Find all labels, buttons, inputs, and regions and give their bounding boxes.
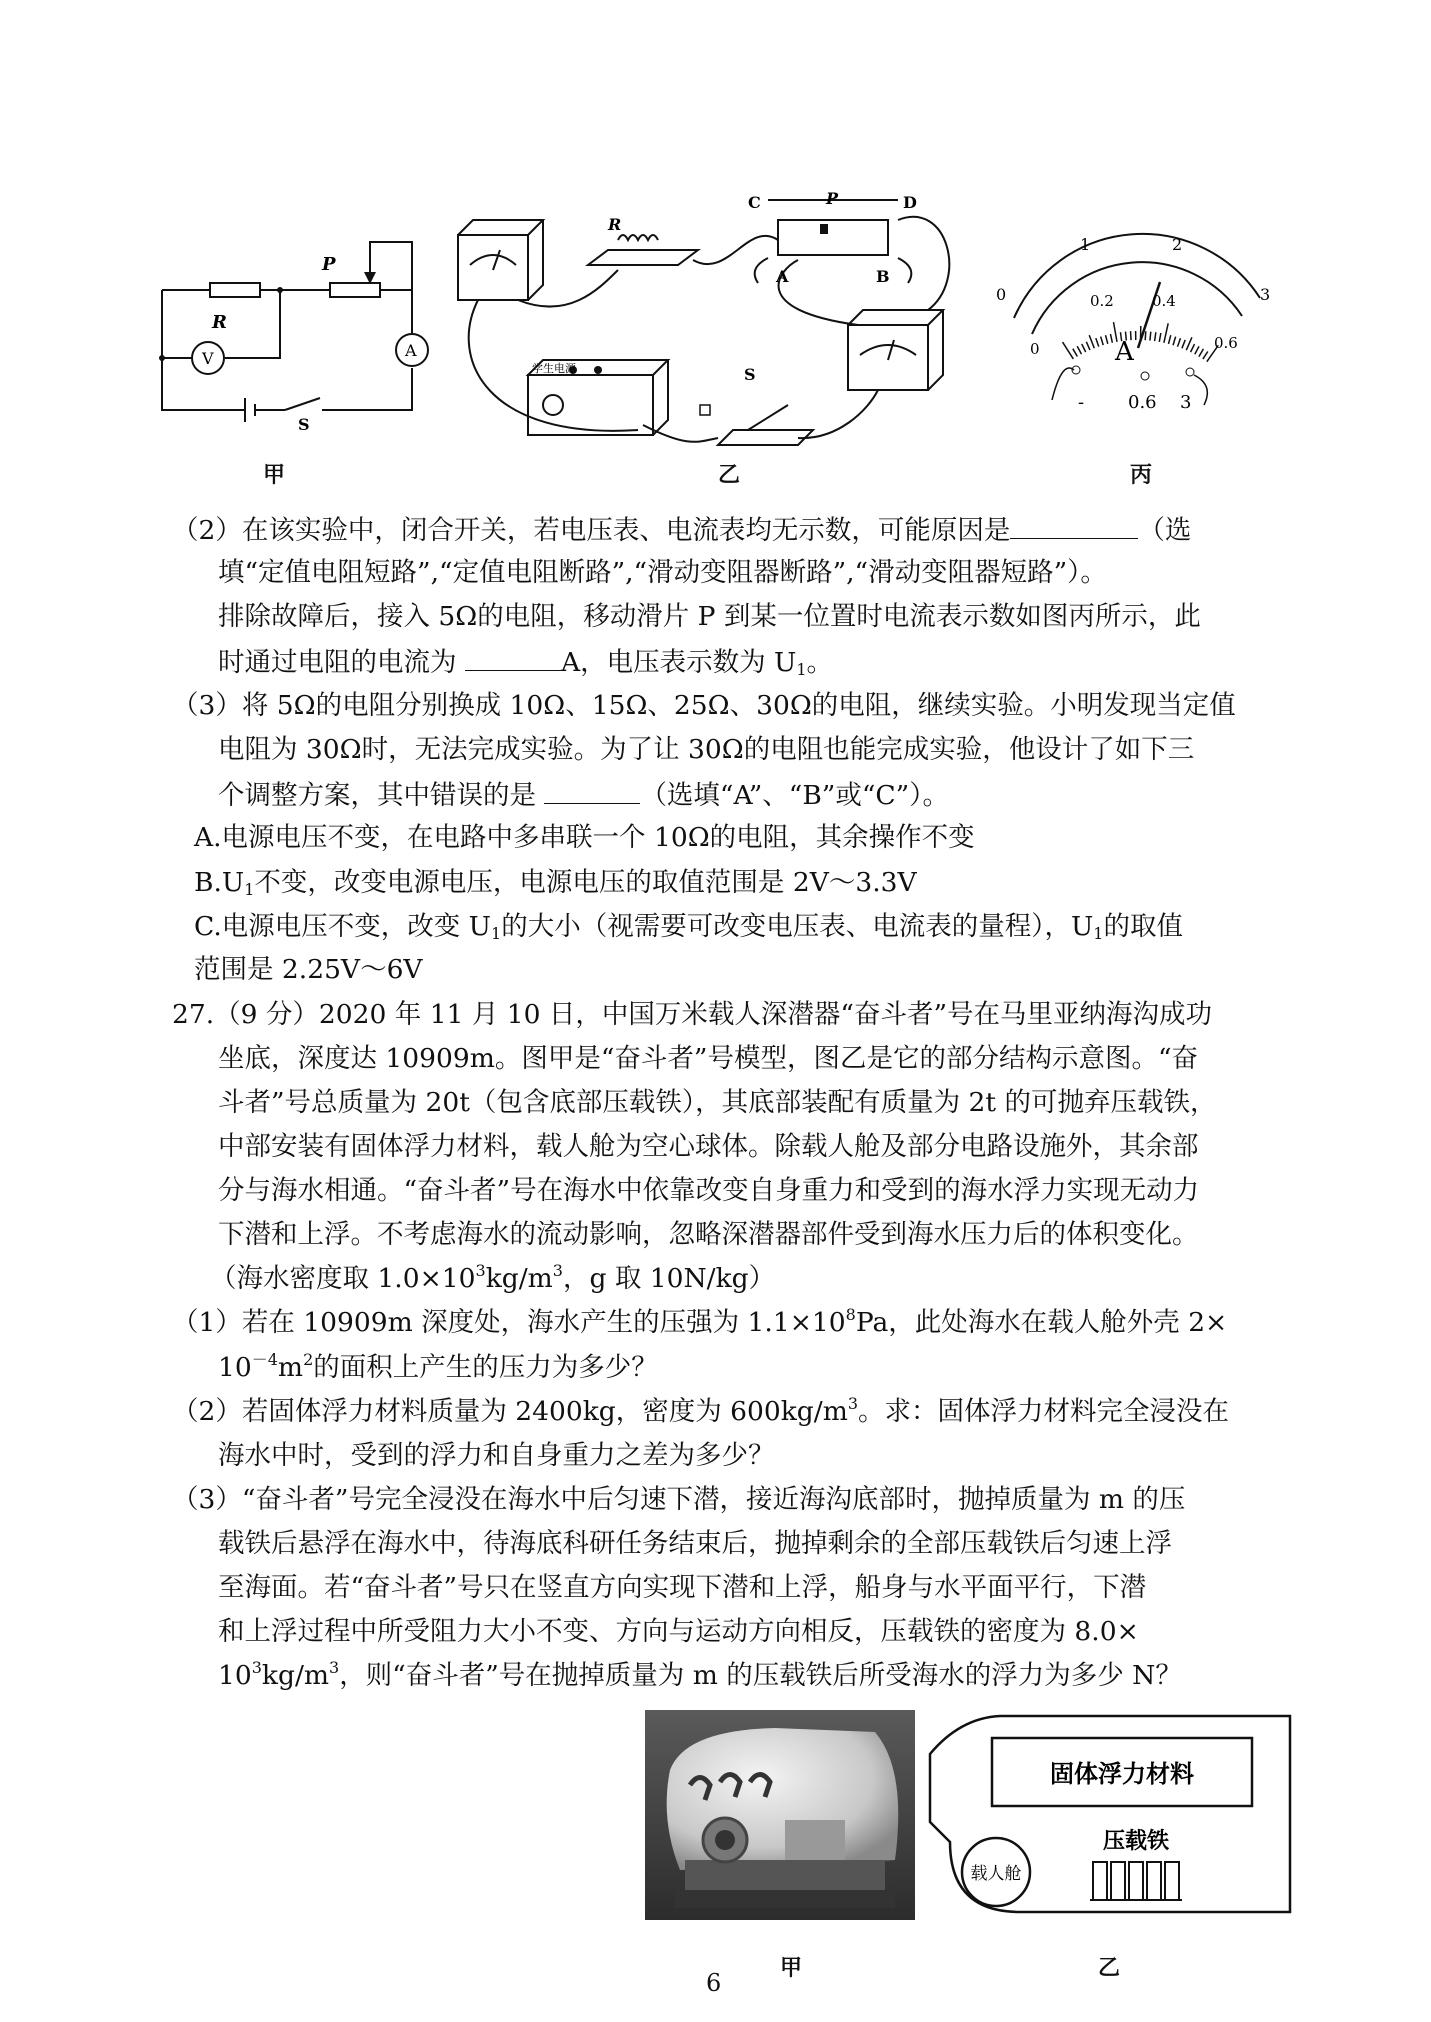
- q3-line-1: （3）将 5Ω的电阻分别换成 10Ω、15Ω、25Ω、30Ω的电阻，继续实验。小明发现当定值: [172, 690, 1236, 721]
- dial-tick: [1182, 340, 1185, 348]
- q2-sub: 1: [796, 660, 807, 679]
- q27-part3-line-1: （3）“奋斗者”号完全浸没在海水中后匀速下潜，接近海沟底部时，抛掉质量为 m 的压: [172, 1484, 1186, 1515]
- dial-tick: [1168, 335, 1170, 344]
- q3-optc-1: C.电源电压不变，改变 U: [194, 911, 492, 942]
- label-P-yi: P: [826, 189, 839, 208]
- dial-top-1: 1: [1080, 235, 1091, 254]
- label-A: A: [405, 341, 417, 360]
- label-psu: 学生电源: [532, 362, 576, 375]
- answer-blank-2[interactable]: [465, 644, 561, 671]
- q27-part2-line-2: 海水中时，受到的浮力和自身重力之差为多少？: [218, 1440, 775, 1471]
- dial-tick: [1063, 342, 1074, 359]
- q27-part3-line-2: 载铁后悬浮在海水中，待海底科研任务结束后，抛掉剩余的全部压载铁后匀速上浮: [218, 1528, 1172, 1559]
- page-number: 6: [706, 1969, 722, 1997]
- q2-text-1a: （2）在该实验中，闭合开关，若电压表、电流表均无示数，可能原因是: [172, 515, 1011, 546]
- q27-line-1: 27.（9 分）2020 年 11 月 10 日，中国万米载人深潜器“奋斗者”号在马里亚纳海沟成功: [172, 999, 1213, 1030]
- dial-top-3: 3: [1260, 285, 1271, 304]
- label-B: B: [876, 267, 890, 286]
- dial-bottom-0.4: 0.4: [1152, 292, 1176, 310]
- q27-part3-line-4: 和上浮过程中所受阻力大小不变、方向与运动方向相反，压载铁的密度为 8.0×: [218, 1616, 1139, 1647]
- q3-option-c-cont: 范围是 2.25V～6V: [194, 954, 423, 985]
- figure-bing-ammeter: [990, 230, 1290, 430]
- q2-text-4b: A，电压表示数为 U: [560, 647, 797, 678]
- q27-line-4: 中部安装有固体浮力材料，载人舱为空心球体。除载人舱及部分电路设施外，其余部: [218, 1131, 1199, 1162]
- dial-bottom-0.2: 0.2: [1090, 292, 1114, 310]
- dial-tick: [1073, 349, 1078, 357]
- caption-jia: 甲: [263, 463, 286, 488]
- caption-bing: 丙: [1130, 463, 1153, 488]
- q27-p1b: Pa，此处海水在载人舱外壳 2×: [855, 1307, 1228, 1338]
- q2-text-1b: （选: [1138, 515, 1192, 546]
- q27-l7a: （海水密度取 1.0×10: [210, 1263, 476, 1294]
- caption-bottom-jia: 甲: [780, 1956, 803, 1981]
- dial-tick: [1096, 338, 1099, 347]
- q27-part3-line-3: 至海面。若“奋斗者”号只在竖直方向实现下潜和上浮，船身与水平面平行，下潜: [218, 1572, 1147, 1603]
- q3-text-3b: （选填“A”、“B”或“C”）。: [640, 780, 949, 811]
- q2-line-2: 填“定值电阻短路”,“定值电阻断路”,“滑动变阻器断路”,“滑动变阻器短路”）。: [218, 557, 1107, 588]
- label-D: D: [903, 193, 917, 212]
- q27-p3sup2: 3: [329, 1658, 340, 1677]
- q27-p3g: ，则“奋斗者”号在抛掉质量为 m 的压载铁后所受海水的浮力为多少 N？: [339, 1660, 1182, 1691]
- structure-diagram: [920, 1712, 1300, 1922]
- terminal-0.6: 0.6: [1128, 392, 1157, 413]
- figure-yi-apparatus: [448, 180, 978, 450]
- q27-line-5: 分与海水相通。“奋斗者”号在海水中依靠改变自身重力和受到的海水浮力实现无动力: [218, 1175, 1200, 1206]
- q27-line-6: 下潜和上浮。不考虑海水的流动影响，忽略深潜器部件受到海水压力后的体积变化。: [218, 1219, 1199, 1250]
- q27-p1d: m: [277, 1352, 304, 1383]
- dial-tick: [1101, 337, 1104, 346]
- q27-l7c: ，g 取 10N/kg）: [562, 1263, 776, 1294]
- q27-l7b: kg/m: [485, 1263, 553, 1294]
- dial-top-2: 2: [1172, 235, 1183, 254]
- dial-unit: A: [1115, 337, 1134, 367]
- dial-tick: [1110, 334, 1112, 343]
- dial-tick: [1203, 351, 1208, 359]
- q27-part1-line-1: [172, 1306, 1227, 1340]
- q27-p2b: 。求：固体浮力材料完全浸没在: [858, 1396, 1230, 1427]
- q27-part1-line-2: [218, 1351, 658, 1385]
- q3-optc-3: 的取值: [1103, 911, 1183, 942]
- q3-optc-sub1: 1: [491, 924, 502, 943]
- label-S: S: [298, 415, 310, 430]
- q27-part2-line-1: [172, 1395, 1229, 1429]
- dial-tick: [1145, 331, 1146, 340]
- dial-tick: [1086, 342, 1090, 350]
- terminal-3: 3: [1180, 392, 1192, 413]
- dial-tick: [1106, 335, 1108, 344]
- q27-l7sup2: 3: [552, 1261, 563, 1280]
- q3-optb-1: B.U: [194, 867, 245, 898]
- dial-bottom-0: 0: [1030, 340, 1040, 358]
- q27-p1sup3: 2: [303, 1350, 314, 1369]
- caption-yi: 乙: [718, 463, 741, 488]
- dial-tick: [1077, 346, 1081, 354]
- q3-text-3a: 个调整方案，其中错误的是: [218, 780, 536, 811]
- dial-tick: [1186, 337, 1192, 350]
- terminal-minus: -: [1078, 392, 1085, 413]
- q3-option-c: [194, 910, 1183, 944]
- q3-option-b: [194, 866, 917, 900]
- q27-line-3: 斗者”号总质量为 20t（包含底部压载铁），其底部装配有质量为 2t 的可抛弃压载铁，: [218, 1087, 1217, 1118]
- answer-blank-3[interactable]: [544, 777, 640, 804]
- dial-tick: [1089, 335, 1094, 348]
- dial-tick: [1164, 323, 1168, 343]
- answer-blank-1[interactable]: [1010, 512, 1138, 539]
- q27-l7sup1: 3: [475, 1261, 486, 1280]
- label-ballast: 压载铁: [1102, 1829, 1170, 1854]
- dial-tick: [1150, 332, 1151, 341]
- label-V: V: [202, 349, 214, 368]
- label-R-yi: R: [608, 215, 622, 234]
- dial-top-0: 0: [996, 285, 1007, 304]
- dial-bottom-0.6: 0.6: [1214, 334, 1238, 352]
- dial-tick: [1178, 338, 1181, 346]
- dial-tick: [1191, 344, 1195, 352]
- dial-tick: [1082, 344, 1086, 352]
- q27-p1e: 的面积上产生的压力为多少？: [313, 1352, 658, 1383]
- label-float-material: 固体浮力材料: [1050, 1760, 1194, 1788]
- dial-tick: [1195, 346, 1199, 354]
- q3-optc-2: 的大小（视需要可改变电压表、电流表的量程），U: [501, 911, 1094, 942]
- q27-p3f: kg/m: [261, 1660, 329, 1691]
- q2-line-3: 排除故障后，接入 5Ω的电阻，移动滑片 P 到某一位置时电流表示数如图丙所示，此: [218, 601, 1201, 632]
- q27-p1sup2: －4: [251, 1350, 278, 1369]
- q3-line-3: [218, 777, 949, 813]
- q27-line-7: [210, 1262, 775, 1296]
- q3-optc-sub2: 1: [1093, 924, 1104, 943]
- caption-bottom-yi: 乙: [1098, 1956, 1121, 1981]
- q2-text-4c: 。: [806, 647, 834, 678]
- q27-p2sup: 3: [847, 1394, 859, 1413]
- q27-p1a: （1）若在 10909m 深度处，海水产生的压强为 1.1×10: [172, 1307, 846, 1338]
- figure-jia-circuit: [150, 240, 430, 430]
- q2-line-1: [172, 512, 1191, 548]
- label-A-yi: A: [776, 267, 789, 286]
- dial-tick: [1173, 337, 1176, 346]
- q3-option-a: A.电源电压不变，在电路中多串联一个 10Ω的电阻，其余操作不变: [194, 822, 975, 853]
- q27-p3e: 10: [218, 1660, 252, 1691]
- dial-tick: [1199, 349, 1204, 357]
- dial-tick: [1159, 333, 1161, 342]
- q2-line-4: [218, 644, 833, 680]
- q2-text-4a: 时通过电阻的电流为: [218, 647, 457, 678]
- label-S-yi: S: [744, 365, 756, 384]
- submersible-photo: [645, 1710, 915, 1920]
- q27-p2a: （2）若固体浮力材料质量为 2400kg，密度为 600kg/m: [172, 1396, 848, 1427]
- q27-line-2: 坐底，深度达 10909m。图甲是“奋斗者”号模型，图乙是它的部分结构示意图。“奋: [218, 1043, 1198, 1074]
- q3-optb-2: 不变，改变电源电压，电源电压的取值范围是 2V～3.3V: [254, 867, 917, 898]
- label-cabin: 载人舱: [970, 1864, 1022, 1884]
- label-P: P: [322, 254, 336, 275]
- q3-optb-sub: 1: [244, 880, 255, 899]
- q27-p1c: 10: [218, 1352, 252, 1383]
- q27-p1sup: 8: [845, 1305, 856, 1324]
- q27-part3-line-5: [218, 1659, 1182, 1693]
- label-C: C: [748, 193, 761, 212]
- q3-line-2: 电阻为 30Ω时，无法完成实验。为了让 30Ω的电阻也能完成实验，他设计了如下三: [218, 734, 1195, 765]
- q27-p3sup1: 3: [251, 1658, 262, 1677]
- dial-tick: [1155, 332, 1156, 341]
- label-R: R: [212, 312, 227, 333]
